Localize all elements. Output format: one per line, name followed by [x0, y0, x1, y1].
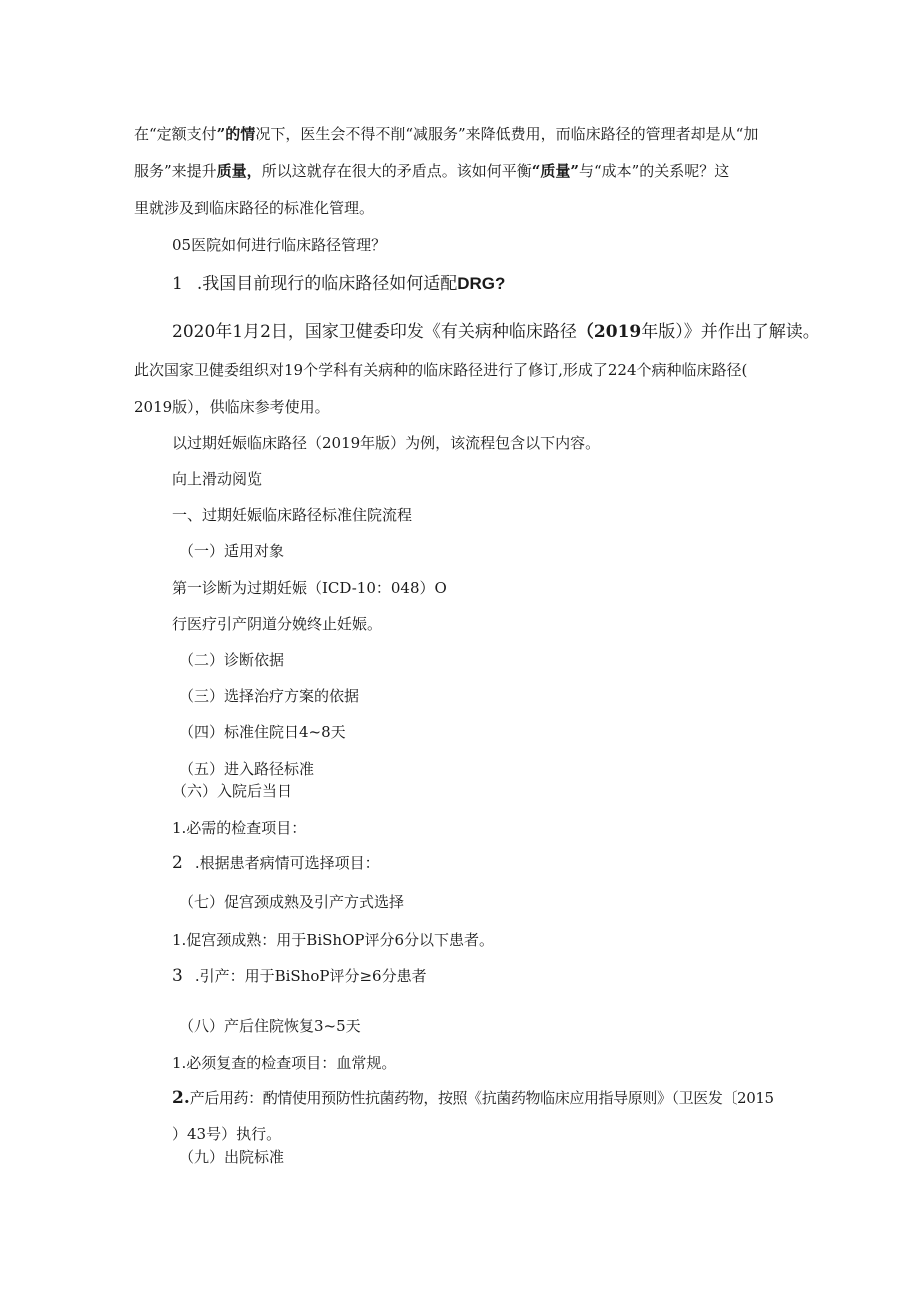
question-1-number: 1 — [172, 274, 183, 294]
news-line-1 — [172, 322, 820, 342]
intro-line-2-c: 所以这就存在很大的矛盾点。该如何平衡 — [261, 162, 532, 180]
section-8-item-2-continued: ）43号）执行。 — [172, 1125, 282, 1143]
intro-line-2-e: 与“成本”的关系呢？这 — [578, 162, 730, 180]
intro-line-2-a: 服务”来提升 — [134, 162, 217, 180]
intro-line-1 — [134, 124, 758, 144]
section-7-heading: （七）促宫颈成熟及引产方式选择 — [179, 893, 405, 911]
news-line-3: 2019版），供临床参考使用。 — [134, 398, 330, 416]
section-1-procedure: 行医疗引产阴道分娩终止妊娠。 — [172, 615, 383, 633]
section-8-item-1: 1.必须复查的检查项目：血常规。 — [172, 1054, 397, 1072]
section-6-item-2 — [172, 853, 380, 873]
section-7-item-3-number: 3 — [172, 966, 183, 986]
section-9-heading: （九）出院标准 — [179, 1148, 285, 1166]
section-7-item-1: 1.促宫颈成熟：用于BiShOP评分6分以下患者。 — [172, 931, 495, 949]
news-line-1-year: （2019 — [576, 322, 642, 342]
intro-line-2-bold-quality-quote: “质量” — [531, 162, 579, 180]
section-6-item-2-text: .根据患者病情可选择项目： — [194, 854, 380, 872]
intro-line-2 — [134, 161, 729, 181]
news-line-2: 此次国家卫健委组织对19个学科有关病种的临床路径进行了修订,形成了224个病种临床路径( — [134, 361, 748, 379]
section-2-heading: （二）诊断依据 — [179, 651, 285, 669]
intro-line-3: 里就涉及到临床路径的标准化管理。 — [134, 199, 375, 217]
section-1-diagnosis: 第一诊断为过期妊娠（ICD-10：048）O — [172, 579, 447, 597]
question-1-text: .我国目前现行的临床路径如何适配 — [196, 274, 458, 294]
intro-line-1-bold: ”的情 — [216, 125, 256, 143]
section-6-item-1: 1.必需的检查项目： — [172, 819, 307, 837]
section-8-item-2-text: 产后用药：酌情使用预防性抗菌药物，按照《抗菌药物临床应用指导原则》（卫医发〔2015 — [189, 1089, 774, 1107]
section-3-heading: （三）选择治疗方案的依据 — [179, 687, 360, 705]
section-1-scope: （一）适用对象 — [179, 542, 285, 560]
question-1 — [172, 274, 505, 294]
process-title: 一、过期妊娠临床路径标准住院流程 — [172, 506, 413, 524]
scroll-hint: 向上滑动阅览 — [172, 470, 263, 488]
section-8-heading: （八）产后住院恢复3~5天 — [179, 1017, 361, 1035]
intro-line-1-a: 在“定额支付 — [134, 125, 217, 143]
intro-line-2-bold-quality: 质量， — [216, 162, 262, 180]
question-1-drg: DRG? — [457, 274, 506, 293]
section-7-item-3 — [172, 966, 427, 986]
intro-line-1-c: 况下，医生会不得不削“减服务”来降低费用，而临床路径的管理者却是从“加 — [255, 125, 759, 143]
news-line-1-c: 年版）》并作出了解读。 — [641, 322, 820, 342]
section-5-heading: （五）进入路径标准 — [179, 760, 315, 778]
section-4-heading: （四）标准住院日4~8天 — [179, 723, 346, 741]
section-7-item-3-text: .引产：用于BiShoP评分≥6分患者 — [194, 967, 427, 985]
section-6-heading: （六）入院后当日 — [172, 782, 293, 800]
news-line-1-a: 2020年1月2日，国家卫健委印发《有关病种临床路径 — [172, 322, 577, 342]
example-line: 以过期妊娠临床路径（2019年版）为例，该流程包含以下内容。 — [172, 434, 601, 452]
section-8-item-2-number: 2. — [172, 1088, 190, 1108]
section-05-heading: 05医院如何进行临床路径管理？ — [172, 236, 387, 254]
section-8-item-2 — [172, 1088, 774, 1108]
section-6-item-2-number: 2 — [172, 853, 183, 873]
